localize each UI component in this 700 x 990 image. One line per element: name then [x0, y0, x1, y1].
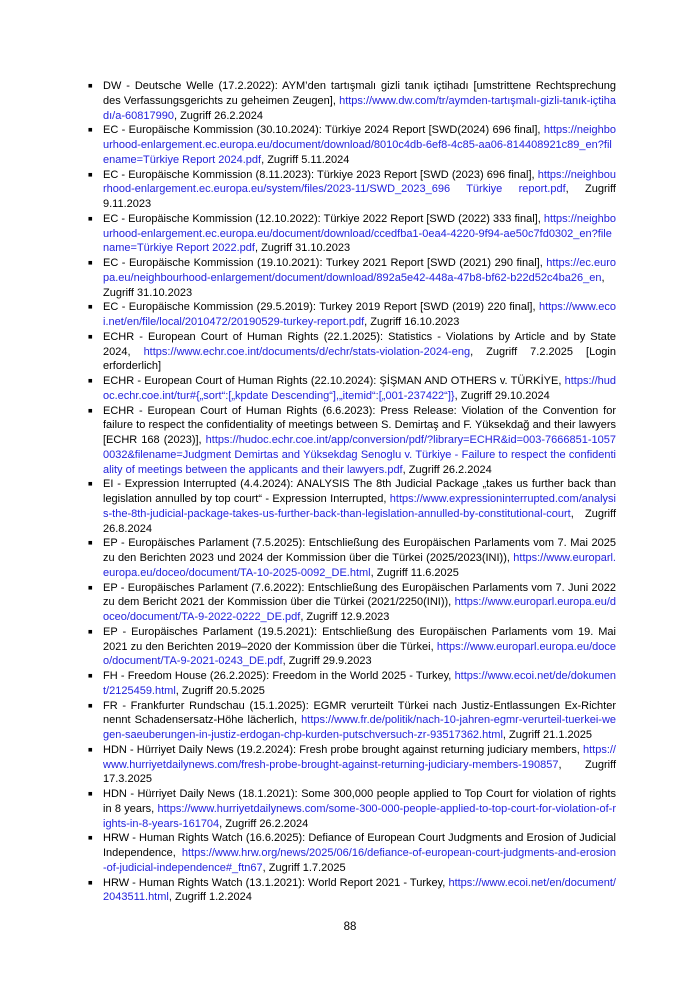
reference-text: , Zugriff 20.5.2025 — [175, 684, 265, 697]
reference-text: , Zugriff 21.1.2025 — [502, 729, 592, 741]
reference-link[interactable]: https://www.echr.coe.int/documents/d/echr/stats-violation-2024-eng — [143, 345, 471, 358]
reference-link[interactable]: https://www.ecoi.net/en/file/local/2010472/20190529-turkey-report.pdf — [103, 301, 616, 328]
reference-item — [88, 404, 616, 478]
bullet-square-icon: ■ — [88, 538, 93, 548]
bullet-square-icon: ■ — [88, 302, 93, 312]
reference-text: , Zugriff 29.9.2023 — [282, 655, 372, 668]
reference-link[interactable]: https://www.dw.com/tr/aymden-tartışmalı-gizli-tanık-içtihadı/a-60817990 — [103, 94, 616, 122]
reference-text: , Zugriff 26.2.2024 — [173, 109, 264, 122]
reference-item — [88, 831, 616, 875]
reference-link[interactable]: https://neighbourhood-enlargement.ec.europa.eu/document/download/ccedfba1-0ea4-4220-9f94-ae50c7fd0302_en?filename=Türkiye Report 2022.pdf — [103, 212, 616, 255]
bullet-square-icon: ■ — [88, 405, 93, 415]
reference-item — [88, 330, 616, 374]
reference-item — [88, 669, 616, 699]
reference-text: , Zugriff 9.11.2023 — [103, 183, 616, 210]
bullet-square-icon: ■ — [88, 877, 93, 887]
reference-item — [88, 256, 616, 300]
reference-text: , Zugriff 26.2.2024 — [219, 817, 309, 830]
bullet-square-icon: ■ — [88, 213, 93, 223]
reference-link[interactable]: https://www.hrw.org/news/2025/06/16/defiance-of-european-court-judgments-and-erosion-of-judicial-independence#_ftn67 — [103, 847, 616, 874]
reference-text: , Zugriff 29.10.2024 — [454, 389, 550, 402]
reference-text: HDN - Hürriyet Daily News (18.1.2021): Some 300,000 people applied to Top Court for violation of rights in 8 years, — [103, 788, 616, 815]
reference-text: , Zugriff 26.2.2024 — [402, 463, 492, 476]
reference-item — [88, 743, 616, 787]
reference-text: , Zugriff 31.10.2023 — [254, 242, 351, 255]
bullet-square-icon: ■ — [88, 833, 93, 843]
reference-item — [88, 123, 616, 167]
reference-item — [88, 876, 616, 906]
reference-link[interactable]: https://ec.europa.eu/neighbourhood-enlargement/document/download/892a5e42-448a-47b8-bf62-b22d52c4ba26_en — [103, 257, 616, 284]
reference-link[interactable]: https://neighbourhood-enlargement.ec.europa.eu/document/download/8010c4db-6ef8-4c85-aa06-814408921c89_en?filename=Türkiye Report 2024.pdf — [103, 124, 616, 166]
reference-text: EP - Europäisches Parlament (19.5.2021): Entschließung des Europäischen Parlaments vom 19. Mai 2021 zu den Berichten 2019–2020 der Kommission über die Türkei, — [103, 625, 616, 653]
bullet-square-icon: ■ — [88, 81, 93, 90]
reference-link[interactable]: https://www.europarl.europa.eu/doceo/document/TA-9-2022-0222_DE.pdf — [103, 596, 616, 623]
reference-link[interactable]: https://www.fr.de/politik/nach-10-jahren-egmr-verurteil-tuerkei-wegen-saeuberungen-in-justiz-erdogan-chp-kurden-putschversuch-zr-93517362.html — [103, 714, 616, 741]
reference-item — [88, 477, 616, 536]
reference-item — [88, 79, 616, 123]
reference-text: , Zugriff 17.3.2025 — [103, 758, 616, 786]
reference-list — [88, 79, 616, 905]
reference-text: HRW - Human Rights Watch (16.6.2025): Defiance of European Court Judgments and Erosion of Judicial Independence, — [103, 832, 616, 859]
reference-text: EC - Europäische Kommission (29.5.2019): Turkey 2019 Report [SWD (2019) 220 final], — [103, 301, 539, 314]
bullet-square-icon: ■ — [88, 700, 93, 710]
bullet-square-icon: ■ — [88, 582, 93, 592]
reference-text: EI - Expression Interrupted (4.4.2024): ANALYSIS The 8th Judicial Package „takes us further back than legislation annulled by top court“ - Expression Interrupted, — [103, 478, 616, 505]
reference-link[interactable]: https://www.europarl.europa.eu/doceo/document/TA-10-2025-0092_DE.html — [103, 552, 616, 579]
reference-item — [88, 787, 616, 831]
reference-text: , Zugriff 5.11.2024 — [261, 153, 350, 166]
bullet-square-icon: ■ — [88, 671, 93, 680]
bullet-square-icon: ■ — [88, 125, 93, 135]
reference-text: , Zugriff 12.9.2023 — [300, 611, 390, 623]
reference-item — [88, 374, 616, 404]
reference-text: DW - Deutsche Welle (17.2.2022): AYM’den tartışmalı gizli tanık içtihadı [umstrittene Rechtsprechung des Verfassungsgerichts zu geheimen Zeugen], — [103, 80, 616, 107]
reference-text: , Zugriff 26.8.2024 — [103, 507, 616, 535]
reference-text: EP - Europäisches Parlament (7.5.2025): Entschließung des Europäischen Parlaments vom 7. Mai 2025 zu den Berichten 2023 und 2024 der Kommission über die Türkei (2025/2023(INI)), — [103, 537, 616, 564]
reference-text: HRW - Human Rights Watch (13.1.2021): World Report 2021 - Turkey, — [103, 876, 449, 889]
reference-text: , Zugriff 16.10.2023 — [364, 316, 460, 328]
reference-text: ECHR - European Court of Human Rights (6.6.2023): Press Release: Violation of the Convention for failure to respect the confidentiality of meetings between S. Demirtaş and F. Yüksekdağ and their lawyers [ECHR 168 (2023)], — [103, 404, 616, 446]
reference-text: EC - Europäische Kommission (12.10.2022): Türkiye 2022 Report [SWD (2022) 333 final], — [103, 212, 544, 225]
reference-text: , Zugriff 1.2.2024 — [168, 891, 252, 904]
reference-item — [88, 625, 616, 669]
reference-item — [88, 300, 616, 330]
reference-link[interactable]: https://hudoc.echr.coe.int/app/conversion/pdf/?library=ECHR&id=003-7666851-10570032&filename=Judgment Demirtas and Yüksekdag Senoglu v. Türkiye - Failure to respect the confidentiality of meetings between the applicants and their lawyers.pdf — [103, 434, 616, 476]
bullet-square-icon: ■ — [88, 169, 93, 179]
bullet-square-icon: ■ — [88, 744, 93, 754]
reference-text: ECHR - European Court of Human Rights (22.10.2024): ŞİŞMAN AND OTHERS v. TÜRKİYE, — [103, 375, 565, 387]
reference-link[interactable]: https://www.ecoi.net/en/document/2043511.html — [103, 876, 616, 904]
reference-text: EC - Europäische Kommission (19.10.2021): Turkey 2021 Report [SWD (2021) 290 final], — [103, 257, 547, 269]
page-number: 88 — [343, 921, 357, 933]
reference-item — [88, 168, 616, 212]
reference-item — [88, 212, 616, 256]
reference-link[interactable]: https://neighbourhood-enlargement.ec.europa.eu/system/files/2023-11/SWD_2023_696 Türkiye report.pdf — [103, 168, 616, 196]
reference-item — [88, 536, 616, 580]
reference-text: EC - Europäische Kommission (30.10.2024): Türkiye 2024 Report [SWD(2024) 696 final], — [103, 124, 544, 137]
reference-link[interactable]: https://www.expressioninterrupted.com/analysis-the-8th-judicial-package-takes-us-further-back-than-legislation-annulled-by-constitutional-court — [103, 493, 616, 520]
reference-item — [88, 581, 616, 625]
reference-link[interactable]: https://hudoc.echr.coe.int/tur#{„sort“:[„kpdate Descending“],„itemid“:[„001-237422“]} — [103, 375, 616, 402]
reference-text: HDN - Hürriyet Daily News (19.2.2024): Fresh probe brought against returning judiciary members, — [103, 743, 583, 756]
bullet-square-icon: ■ — [88, 258, 93, 267]
reference-item — [88, 699, 616, 743]
bullet-square-icon: ■ — [88, 479, 93, 489]
reference-text: ECHR - European Court of Human Rights (22.1.2025): Statistics - Violations by Article and by State 2024, — [103, 330, 616, 358]
bullet-square-icon: ■ — [88, 626, 93, 636]
bullet-square-icon: ■ — [88, 376, 93, 385]
reference-text: , Zugriff 7.2.2025 [Login erforderlich] — [103, 345, 616, 373]
reference-link[interactable]: https://www.hurriyetdailynews.com/some-300-000-people-applied-to-top-court-for-violation-of-rights-in-8-years-161704 — [103, 802, 616, 830]
reference-text: FR - Frankfurter Rundschau (15.1.2025): EGMR verurteilt Türkei nach Justiz-Entlassungen Ex-Richter nennt Schadensersatz-Höhe lächerlich, — [103, 699, 616, 727]
reference-text: EC - Europäische Kommission (8.11.2023): Türkiye 2023 Report [SWD (2023) 696 final], — [103, 168, 538, 181]
reference-text: , Zugriff 1.7.2025 — [262, 861, 346, 874]
reference-text: , Zugriff 31.10.2023 — [103, 271, 605, 299]
reference-text: EP - Europäisches Parlament (7.6.2022): Entschließung des Europäischen Parlaments vom 7. Juni 2022 zu dem Bericht 2021 der Kommission über die Türkei (2021/2250(INI)), — [103, 581, 616, 609]
reference-link[interactable]: https://www.europarl.europa.eu/doceo/document/TA-9-2021-0243_DE.pdf — [103, 640, 616, 668]
reference-link[interactable]: https://www.ecoi.net/de/dokument/2125459.html — [103, 670, 616, 697]
reference-link[interactable]: https://www.hurriyetdailynews.com/fresh-probe-brought-against-returning-judiciary-members-190857 — [103, 743, 616, 771]
reference-text: , Zugriff 11.6.2025 — [370, 566, 459, 579]
reference-text: FH - Freedom House (26.2.2025): Freedom in the World 2025 - Turkey, — [103, 670, 455, 682]
bullet-square-icon: ■ — [88, 331, 93, 341]
bullet-square-icon: ■ — [88, 789, 93, 798]
